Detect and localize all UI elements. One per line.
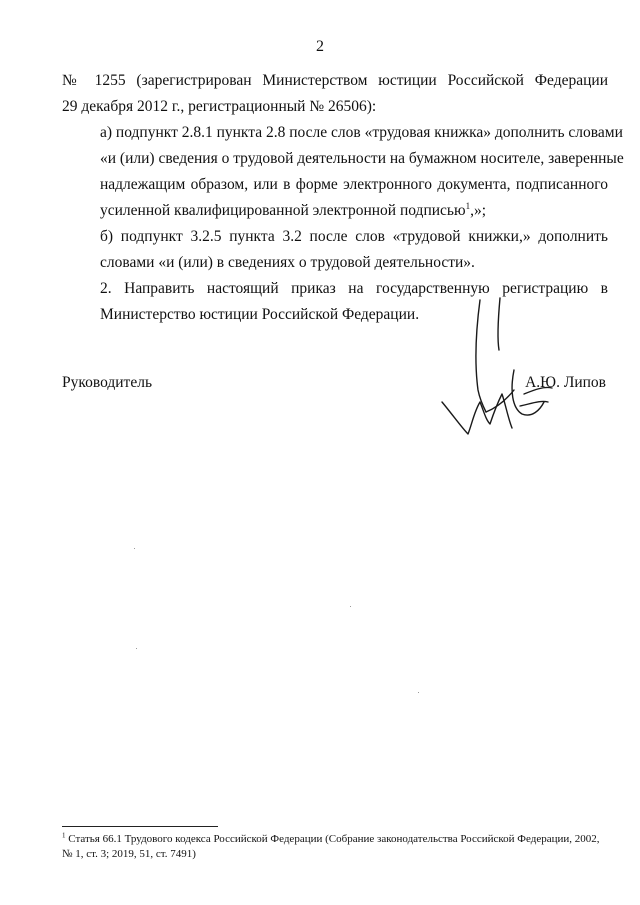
footnote-marker: 1	[62, 831, 66, 840]
text-line: № 1255 (зарегистрирован Министерством юстиции Российской Федерации	[62, 72, 608, 89]
footnote-separator	[62, 826, 218, 827]
text-line: б) подпункт 3.2.5 пункта 3.2 после слов «трудовой книжки,» дополнить	[100, 228, 608, 245]
text-line: а) подпункт 2.8.1 пункта 2.8 после слов «трудовая книжка» дополнить словами	[100, 124, 623, 141]
text-line: 29 декабря 2012 г., регистрационный № 26506):	[62, 98, 377, 115]
footnote	[62, 832, 602, 862]
scan-speck	[136, 648, 137, 649]
text-line: «и (или) сведения о трудовой деятельности на бумажном носителе, заверенные	[100, 150, 624, 167]
scan-speck	[134, 548, 135, 549]
footnote-line	[62, 832, 602, 847]
text-line	[62, 198, 608, 224]
page-number: 2	[316, 38, 324, 55]
text-line-content: усиленной квалифицированной электронной подписью	[100, 202, 466, 219]
text-line: Министерство юстиции Российской Федерации.	[100, 306, 420, 323]
paragraph-subitem-a	[62, 120, 624, 224]
text-line-tail: ,»;	[470, 202, 486, 219]
text-line: надлежащим образом, или в форме электронного документа, подписанного	[100, 176, 608, 193]
footnote-line: № 1, ст. 3; 2019, 51, ст. 7491)	[62, 848, 196, 860]
scan-speck	[350, 606, 351, 607]
scan-speck	[418, 692, 419, 693]
text-line: 2. Направить настоящий приказ на государственную регистрацию в	[100, 280, 608, 297]
paragraph-subitem-b	[62, 224, 608, 276]
handwritten-signature	[440, 290, 560, 445]
position-title: Руководитель	[62, 374, 153, 391]
footnote-text: Статья 66.1 Трудового кодекса Российской Федерации (Собрание законодательства Российской Федерации, 2002,	[68, 833, 600, 845]
footnote-reference[interactable]: 1	[465, 200, 471, 211]
paragraph-registration-reference	[62, 68, 608, 120]
signer-name: А.Ю. Липов	[525, 374, 606, 391]
text-line: словами «и (или) в сведениях о трудовой деятельности».	[100, 254, 475, 271]
